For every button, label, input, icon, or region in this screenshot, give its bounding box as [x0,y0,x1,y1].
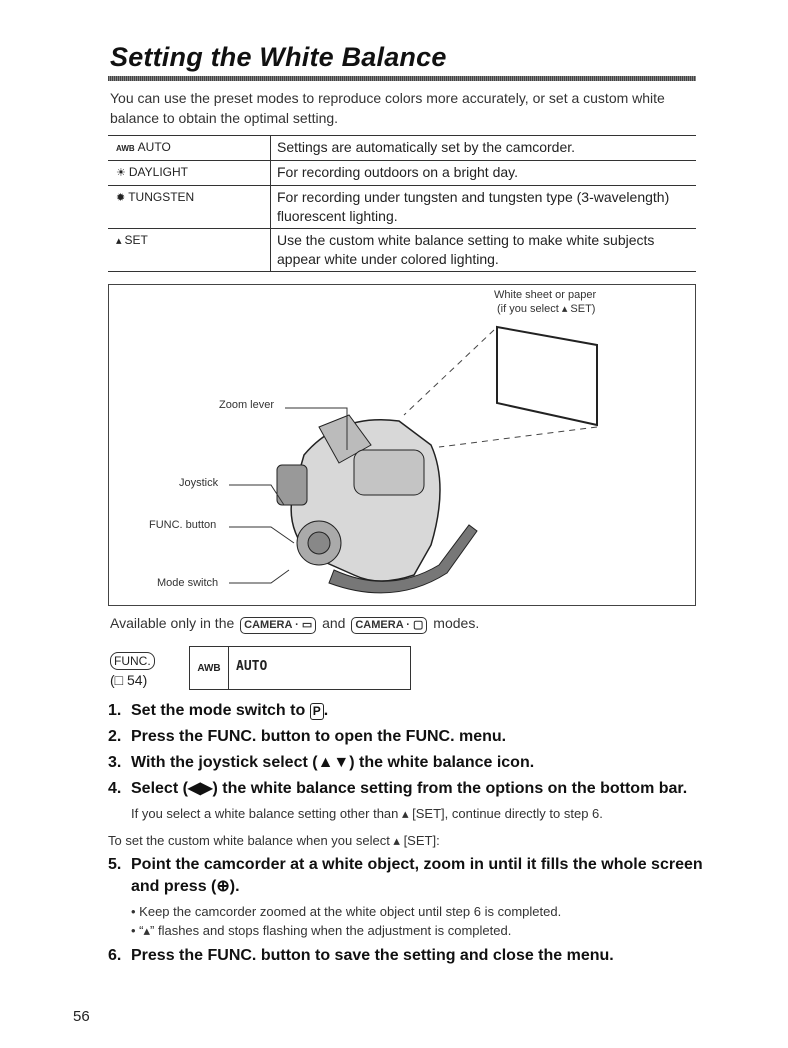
mode-description: For recording outdoors on a bright day. [271,161,697,186]
availability-note [110,615,479,634]
mode-label: SET [124,233,148,247]
label-text: SET) [570,303,596,315]
step-text: Select (◀▶) the white balance setting from the options on the bottom bar. [131,780,688,797]
step-5-bullet: • “▴” flashes and stops flashing when the adjustment is completed. [131,923,512,938]
availability-prefix: Available only in the [110,615,235,631]
step-number: 2. [108,728,122,745]
display-value: AUTO [236,659,268,674]
step-5-bullet: • Keep the camcorder zoomed at the white object until step 6 is completed. [131,904,562,919]
step-4 [108,778,703,800]
table-row [108,161,696,186]
label-text: White sheet or paper [494,289,597,301]
daylight-icon: ☀ [116,167,126,179]
white-balance-table [108,135,696,272]
step-number: 3. [108,754,122,771]
page-reference: (□ 54) [110,672,148,688]
joystick-label: Joystick [179,477,219,489]
program-mode-icon: P [310,703,324,720]
page-number: 56 [73,1008,90,1025]
table-row [108,136,696,161]
step-number: 4. [108,780,122,797]
custom-wb-intro: To set the custom white balance when you select ▴ [SET]: [108,833,440,848]
func-reference [110,650,155,690]
step-number: 5. [108,856,122,873]
white-sheet-label [494,289,596,301]
step-punct: . [323,702,329,719]
step-4-note: If you select a white balance setting other than ▴ [SET], continue directly to step 6. [131,806,603,821]
label-text: (if you select [497,303,559,315]
page-title: Setting the White Balance [110,42,447,72]
step-number: 1. [108,702,122,719]
custom-wb-icon: ▴ [561,303,568,315]
zoom-lever-label: Zoom lever [219,399,275,411]
mode-switch-label: Mode switch [157,577,219,589]
instruction-steps [108,700,703,971]
step-5 [108,854,703,898]
table-row [108,186,696,229]
white-sheet-label-2 [497,302,595,315]
intro-text: You can use the preset modes to reproduce colors more accurately, or set a custom white balance to obtain the optimal setting. [110,90,665,126]
step-text: Press the FUNC. button to save the setting and close the menu. [131,947,614,964]
tungsten-icon: ✹ [116,192,126,204]
camcorder-illustration [109,285,695,605]
availability-suffix: modes. [433,615,480,631]
step-text: Set the mode switch to [131,702,306,719]
mode-description: For recording under tungsten and tungsten type (3-wavelength) fluorescent lighting. [271,186,697,229]
title-rule [108,76,696,81]
step-text: Point the camcorder at a white object, zoom in until it fills the whole screen and press (⊕). [131,856,703,895]
custom-wb-icon: ▴ [116,235,122,247]
mode-label: DAYLIGHT [128,165,188,179]
table-row [108,229,696,272]
step-6 [108,945,703,967]
camera-tape-mode-badge: CAMERA · ▭ [240,617,316,634]
availability-mid: and [322,615,346,631]
bullet-text: Keep the camcorder zoomed at the white object until step 6 is completed. [139,904,562,919]
mode-description: Use the custom white balance setting to make white subjects appear white under colored lighting. [271,229,697,272]
bullet-text: “▴” flashes and stops flashing when the adjustment is completed. [139,923,512,938]
mode-label: TUNGSTEN [128,190,195,204]
step-number: 6. [108,947,122,964]
step-text: With the joystick select (▲▼) the white balance icon. [131,754,535,771]
camcorder-figure [108,284,696,606]
func-display [189,646,411,690]
camera-card-mode-badge: CAMERA · ▢ [351,617,427,634]
mode-label: AUTO [137,140,171,154]
awb-icon: AWB [190,647,229,689]
step-text: Press the FUNC. button to open the FUNC. menu. [131,728,507,745]
step-1 [108,700,703,722]
func-button-icon: FUNC. [110,652,155,670]
step-3 [108,752,703,774]
func-button-label: FUNC. button [149,519,217,531]
awb-icon: AWB [116,144,135,153]
step-2 [108,726,703,748]
mode-description: Settings are automatically set by the camcorder. [271,136,697,161]
